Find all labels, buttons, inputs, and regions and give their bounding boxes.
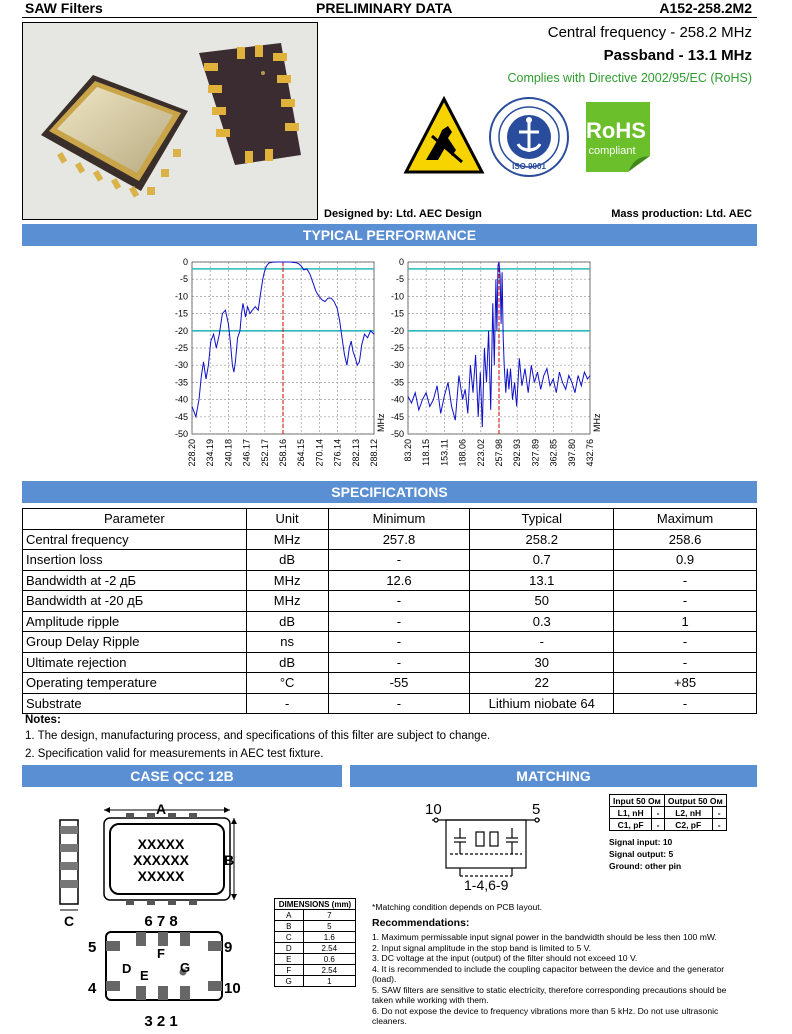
x-tick-label: 118.15 (421, 439, 432, 466)
typical-performance-charts (160, 252, 600, 472)
table-cell: Bandwidth at -20 дБ (23, 591, 247, 612)
table-cell: dB (246, 652, 328, 673)
spec-header: Minimum (328, 509, 470, 530)
pin-in-label: 10 (425, 801, 442, 818)
table-cell: Group Delay Ripple (23, 632, 247, 653)
dimension-cell: 7 (303, 910, 355, 921)
x-tick-label: 240.18 (223, 439, 234, 467)
rohs-directive-text: Complies with Directive 2002/95/EC (RoHS) (507, 71, 752, 85)
dimension-row (275, 943, 356, 954)
rohs-word: RoHS (586, 118, 646, 143)
table-cell: Amplitude ripple (23, 611, 247, 632)
table-cell: Central frequency (23, 529, 247, 550)
dim-g-label: G (180, 960, 191, 975)
x-tick-label: 252.17 (259, 439, 270, 467)
spec-header-row (23, 509, 757, 530)
recommendation-item: 2. Input signal amplitude in the stop band is limited to 5 V. (372, 942, 591, 953)
table-cell: - (614, 591, 757, 612)
y-tick-label: -25 (174, 343, 188, 353)
x-tick-label: 282.13 (350, 439, 361, 467)
matching-cell: C1, pF (610, 819, 652, 831)
matching-schematic (420, 798, 554, 894)
table-cell: MHz (246, 570, 328, 591)
specifications-band: SPECIFICATIONS (22, 481, 757, 503)
y-tick-label: -10 (390, 291, 404, 302)
dimension-cell: 2.54 (303, 943, 355, 954)
matching-cell: L1, nH (610, 807, 652, 819)
table-cell: °C (246, 673, 328, 694)
spec-header: Maximum (614, 509, 757, 530)
recommendation-item: 4. It is recommended to include the coupling capacitor between the device and the generator (load). (372, 963, 725, 984)
x-tick-label: 223.02 (475, 439, 486, 467)
table-cell: +85 (614, 673, 757, 694)
table-cell: dB (246, 611, 328, 632)
matching-table (609, 794, 727, 831)
table-cell: Operating temperature (23, 673, 247, 694)
y-tick-label: 0 (398, 257, 404, 267)
y-tick-label: -5 (395, 274, 404, 285)
pin-10-label: 10 (224, 980, 241, 997)
y-tick-label: -45 (174, 411, 188, 422)
table-row (23, 529, 757, 550)
iso-label: ISO 9001 (512, 162, 546, 171)
x-tick-label: 228.20 (187, 439, 197, 467)
case-drawing (52, 798, 272, 1030)
table-cell: 258.2 (470, 529, 614, 550)
y-tick-label: -50 (390, 429, 404, 439)
x-tick-label: 258.16 (278, 439, 288, 467)
table-cell: 258.6 (614, 529, 757, 550)
dimension-row (275, 965, 356, 976)
marking-line-2: XXXXXX (132, 852, 190, 868)
table-cell: - (614, 570, 757, 591)
matching-cell: - (712, 819, 726, 831)
dim-a-label: A (155, 801, 167, 817)
dimension-row (275, 954, 356, 965)
table-row (23, 673, 757, 694)
dim-d-label: D (122, 961, 132, 976)
x-tick-label: 234.19 (205, 439, 216, 467)
pin-4-label: 4 (88, 980, 97, 997)
y-tick-label: -15 (390, 308, 404, 319)
pin-out-label: 5 (532, 801, 541, 818)
table-row (23, 632, 757, 653)
pins-top-label: 6 7 8 (144, 913, 178, 930)
x-tick-label: 362.85 (548, 439, 559, 467)
spec-header: Parameter (23, 509, 247, 530)
y-tick-label: -35 (390, 377, 404, 388)
output-header: Output 50 Ом (664, 795, 726, 807)
table-cell: - (328, 632, 470, 653)
x-tick-label: 257.98 (494, 439, 504, 467)
y-tick-label: -30 (174, 360, 188, 371)
matching-condition: *Matching condition depends on PCB layout. (372, 902, 543, 912)
table-cell: 22 (470, 673, 614, 694)
notes-title: Notes: (25, 714, 61, 726)
table-cell: - (614, 652, 757, 673)
header-left: SAW Filters (25, 0, 103, 16)
x-tick-label: 153.11 (439, 439, 450, 466)
designed-by: Designed by: Ltd. AEC Design (324, 208, 482, 220)
matching-cell: - (652, 807, 665, 819)
esd-warning-icon (404, 96, 484, 176)
pin-9-label: 9 (224, 939, 233, 956)
dim-b-label: B (224, 852, 235, 868)
table-cell: dB (246, 550, 328, 571)
table-row (23, 591, 757, 612)
saw-package-lid (41, 75, 188, 198)
table-cell: Ultimate rejection (23, 652, 247, 673)
spec-table (22, 508, 757, 714)
y-tick-label: -20 (390, 325, 404, 336)
table-cell: 0.7 (470, 550, 614, 571)
dimension-cell: E (275, 954, 304, 965)
table-cell: Insertion loss (23, 550, 247, 571)
recommendations-list (372, 932, 742, 1027)
table-row (23, 611, 757, 632)
dim-f-label: F (157, 946, 165, 961)
y-tick-label: -40 (390, 394, 404, 405)
case-band: CASE QCC 12B (22, 765, 342, 787)
table-cell: - (328, 611, 470, 632)
y-tick-label: -30 (390, 360, 404, 371)
dimension-cell: D (275, 943, 304, 954)
table-cell: Lithium niobate 64 (470, 693, 614, 714)
matching-cell: - (712, 807, 726, 819)
dimension-cell: F (275, 965, 304, 976)
product-photo (22, 22, 318, 220)
x-tick-label: 264.15 (296, 439, 307, 467)
dim-c-label: C (64, 913, 75, 929)
table-cell: Bandwidth at -2 дБ (23, 570, 247, 591)
table-cell: MHz (246, 529, 328, 550)
iso-certification-icon (488, 96, 570, 178)
table-row (23, 693, 757, 714)
spec-header: Typical (470, 509, 614, 530)
table-cell: - (328, 693, 470, 714)
x-tick-label: 432.76 (585, 439, 595, 467)
y-tick-label: -35 (174, 377, 188, 388)
header-right: A152-258.2M2 (659, 0, 752, 16)
x-axis-label: MHz (592, 413, 602, 432)
recommendation-item: 1. Maximum permissable input signal power in the bandwidth should be less then 100 mW. (372, 932, 717, 942)
matching-cell: - (652, 819, 665, 831)
table-cell: -55 (328, 673, 470, 694)
recommendation-item: 6. Do not expose the device to frequency vibrations more than 5 kHz. Do not use ultrasonic cleaners. (372, 1005, 719, 1026)
x-tick-label: 288.12 (369, 439, 379, 467)
table-cell: - (328, 550, 470, 571)
recommendations-title: Recommendations: (372, 917, 470, 929)
chart-left (175, 257, 386, 467)
table-cell: 30 (470, 652, 614, 673)
x-tick-label: 270.14 (314, 439, 325, 467)
table-cell: 0.3 (470, 611, 614, 632)
x-tick-label: 83.20 (403, 439, 413, 462)
x-tick-label: 292.93 (512, 439, 523, 467)
mass-production: Mass production: Ltd. AEC (611, 208, 752, 220)
dimension-row (275, 921, 356, 932)
chart-right (391, 257, 602, 467)
pins-bottom-label: 3 2 1 (144, 1013, 178, 1030)
x-tick-label: 276.14 (332, 439, 343, 467)
recommendation-item: 3. DC voltage at the input (output) of the filter should not exceed 10 V. (372, 953, 638, 963)
y-tick-label: -45 (390, 411, 404, 422)
table-cell: 13.1 (470, 570, 614, 591)
dimension-cell: B (275, 921, 304, 932)
table-cell: - (614, 632, 757, 653)
table-cell: 0.9 (614, 550, 757, 571)
y-tick-label: -15 (174, 308, 188, 319)
pin-5-label: 5 (88, 939, 97, 956)
rohs-compliant: compliant (588, 145, 636, 157)
dimension-cell: 1 (303, 976, 355, 987)
dim-e-label: E (140, 968, 149, 983)
table-cell: Substrate (23, 693, 247, 714)
y-tick-label: -25 (390, 343, 404, 353)
table-cell: 12.6 (328, 570, 470, 591)
ground-pins-label: 1-4,6-9 (464, 877, 509, 893)
dimensions-table (274, 898, 356, 987)
y-tick-label: -50 (174, 429, 188, 439)
table-cell: - (470, 632, 614, 653)
table-row (23, 550, 757, 571)
x-axis-label: MHz (376, 413, 386, 432)
table-row (23, 570, 757, 591)
recommendation-item: 5. SAW filters are sensitive to static electricity, therefore corresponding precautions should be taken while working with them. (372, 984, 727, 1005)
note-1: 1. The design, manufacturing process, and specifications of this filter are subject to change. (25, 730, 491, 742)
x-tick-label: 246.17 (241, 439, 252, 467)
x-tick-label: 188.06 (457, 439, 468, 467)
signal-input: Signal input: 10 (609, 837, 673, 847)
table-cell: MHz (246, 591, 328, 612)
matching-row (610, 819, 727, 831)
note-2: 2. Specification valid for measurements in AEC test fixture. (25, 748, 324, 760)
dimension-row (275, 910, 356, 921)
header-center: PRELIMINARY DATA (316, 0, 453, 16)
ground-info: Ground: other pin (609, 861, 682, 871)
matching-cell: C2, pF (664, 819, 712, 831)
matching-band: MATCHING (350, 765, 757, 787)
dimensions-title: DIMENSIONS (mm) (275, 899, 356, 910)
saw-package-bottom (199, 43, 301, 165)
input-header: Input 50 Ом (610, 795, 665, 807)
y-tick-label: 0 (182, 257, 188, 267)
table-cell: 50 (470, 591, 614, 612)
y-tick-label: -40 (174, 394, 188, 405)
x-tick-label: 327.89 (530, 439, 541, 467)
dimension-cell: 0.6 (303, 954, 355, 965)
y-tick-label: -5 (179, 274, 188, 285)
typical-performance-band: TYPICAL PERFORMANCE (22, 224, 757, 246)
dimension-cell: 5 (303, 921, 355, 932)
dimension-cell: C (275, 932, 304, 943)
matching-cell: L2, nH (664, 807, 712, 819)
table-cell: - (246, 693, 328, 714)
central-frequency-text: Central frequency - 258.2 MHz (547, 24, 752, 41)
dimension-cell: 1.6 (303, 932, 355, 943)
y-tick-label: -20 (174, 325, 188, 336)
signal-output: Signal output: 5 (609, 849, 674, 859)
table-cell: 1 (614, 611, 757, 632)
table-cell: ns (246, 632, 328, 653)
marking-line-3: XXXXX (137, 868, 185, 884)
dimension-cell: A (275, 910, 304, 921)
matching-signal-info (609, 836, 681, 872)
table-cell: - (328, 652, 470, 673)
table-cell: 257.8 (328, 529, 470, 550)
table-cell: - (328, 591, 470, 612)
rohs-icon (582, 98, 654, 174)
spec-header: Unit (246, 509, 328, 530)
dimension-row (275, 976, 356, 987)
x-tick-label: 397.80 (566, 439, 577, 467)
dimension-cell: G (275, 976, 304, 987)
table-row (23, 652, 757, 673)
passband-text: Passband - 13.1 MHz (603, 47, 752, 64)
dimension-cell: 2.54 (303, 965, 355, 976)
matching-row (610, 807, 727, 819)
marking-line-1: XXXXX (137, 836, 185, 852)
dimension-row (275, 932, 356, 943)
header-rule (22, 17, 757, 18)
table-cell: - (614, 693, 757, 714)
y-tick-label: -10 (174, 291, 188, 302)
